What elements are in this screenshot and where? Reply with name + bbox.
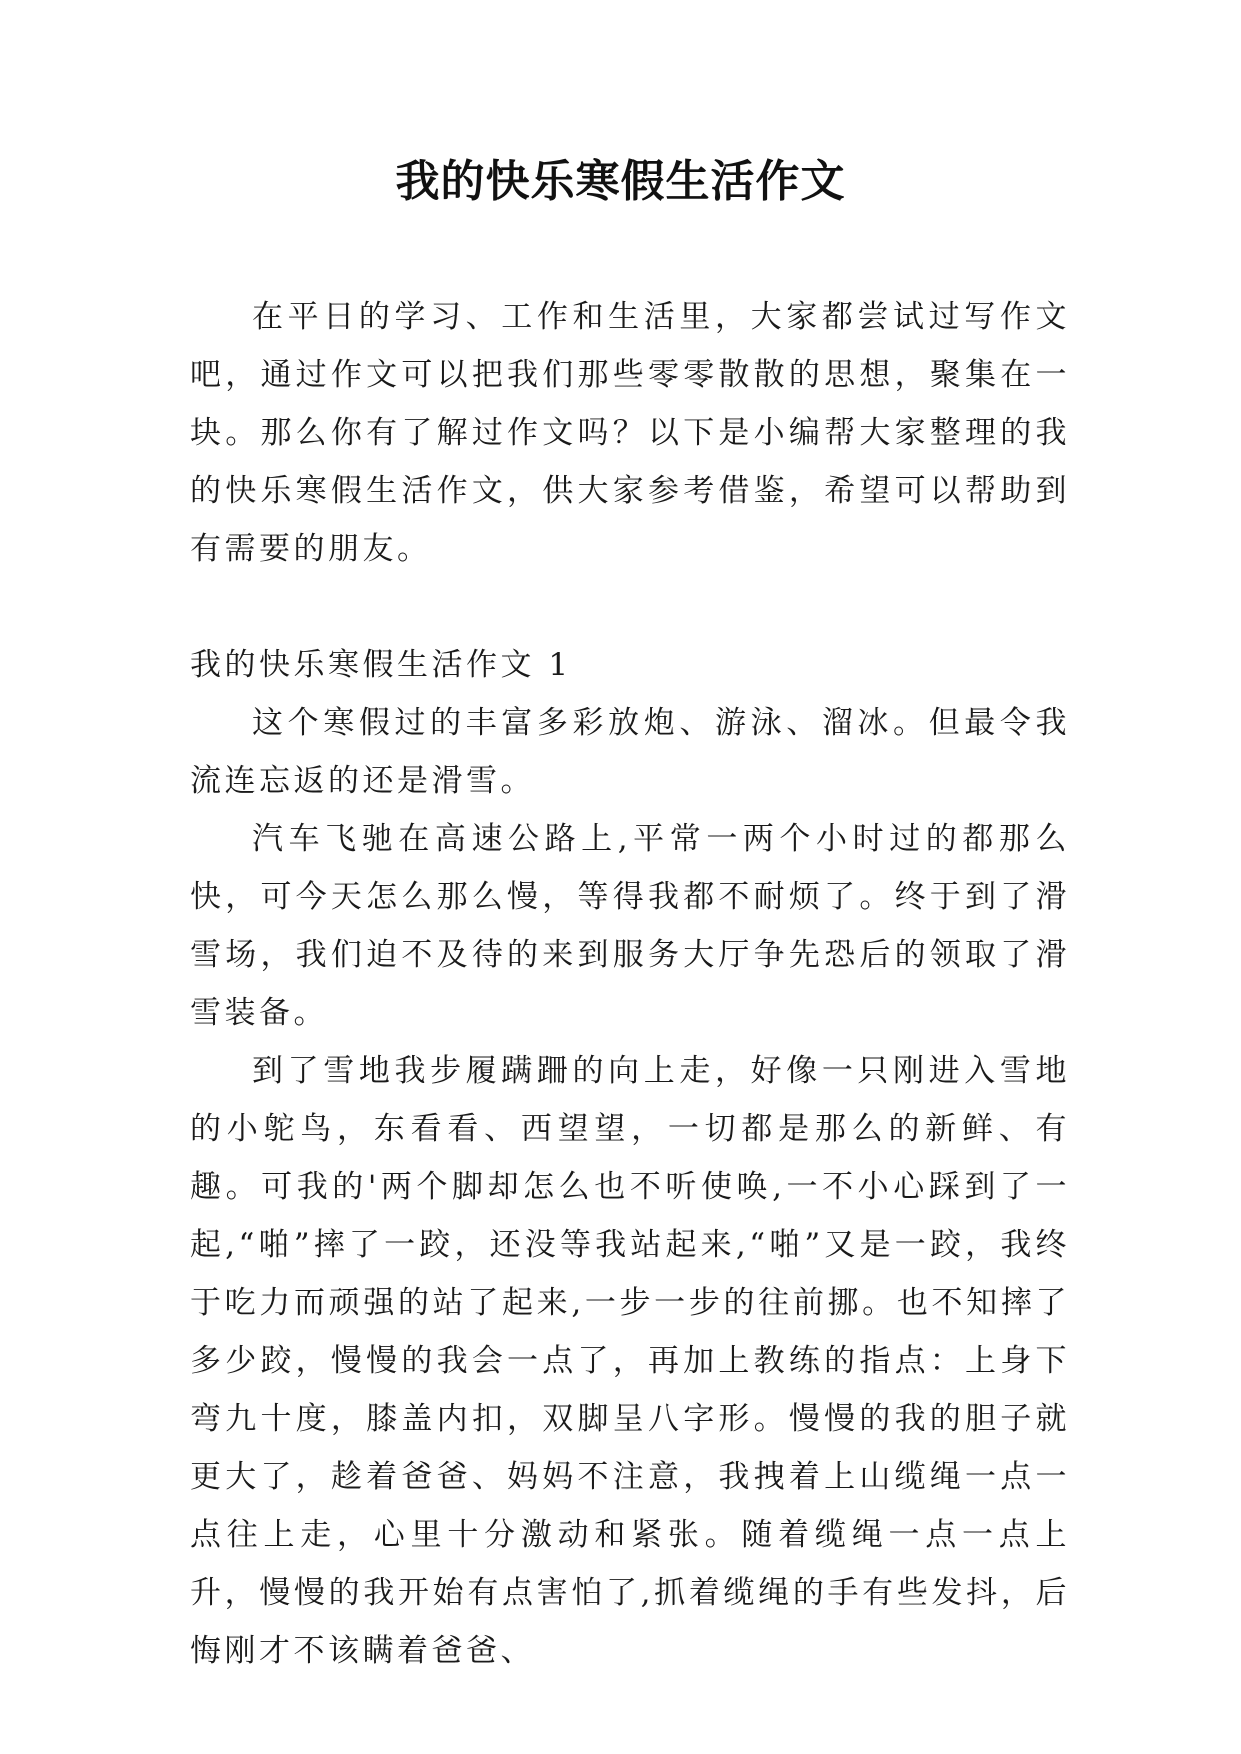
body-paragraph-2: 汽车飞驰在高速公路上,平常一两个小时过的都那么快，可今天怎么那么慢，等得我都不耐烦了。终于到了滑雪场，我们迫不及待的来到服务大厅争先恐后的领取了滑雪装备。 (190, 821, 1070, 1031)
intro-paragraph: 在平日的学习、工作和生活里，大家都尝试过写作文吧，通过作文可以把我们那些零零散散的思想，聚集在一块。那么你有了解过作文吗？以下是小编帮大家整理的我的快乐寒假生活作文，供大家参考借鉴，希望可以帮助到有需要的朋友。 (190, 299, 1070, 567)
body-paragraph-1: 这个寒假过的丰富多彩放炮、游泳、溜冰。但最令我流连忘返的还是滑雪。 (190, 705, 1070, 799)
section-heading: 我的快乐寒假生活作文 1 (190, 647, 572, 683)
document-body (190, 288, 1070, 1680)
body-paragraph-3: 到了雪地我步履蹒跚的向上走，好像一只刚进入雪地的小鸵鸟，东看看、西望望，一切都是那么的新鲜、有趣。可我的'两个脚却怎么也不听使唤,一不小心踩到了一起,“啪”摔了一跤，还没等我站起来,“啪”又是一跤，我终于吃力而顽强的站了起来,一步一步的往前挪。也不知摔了多少跤，慢慢的我会一点了，再加上教练的指点：上身下弯九十度，膝盖内扣，双脚呈八字形。慢慢的我的胆子就更大了，趁着爸爸、妈妈不注意，我拽着上山缆绳一点一点往上走，心里十分激动和紧张。随着缆绳一点一点上升，慢慢的我开始有点害怕了,抓着缆绳的手有些发抖，后悔刚才不该瞒着爸爸、 (190, 1053, 1070, 1669)
document-title: 我的快乐寒假生活作文 (395, 156, 846, 207)
